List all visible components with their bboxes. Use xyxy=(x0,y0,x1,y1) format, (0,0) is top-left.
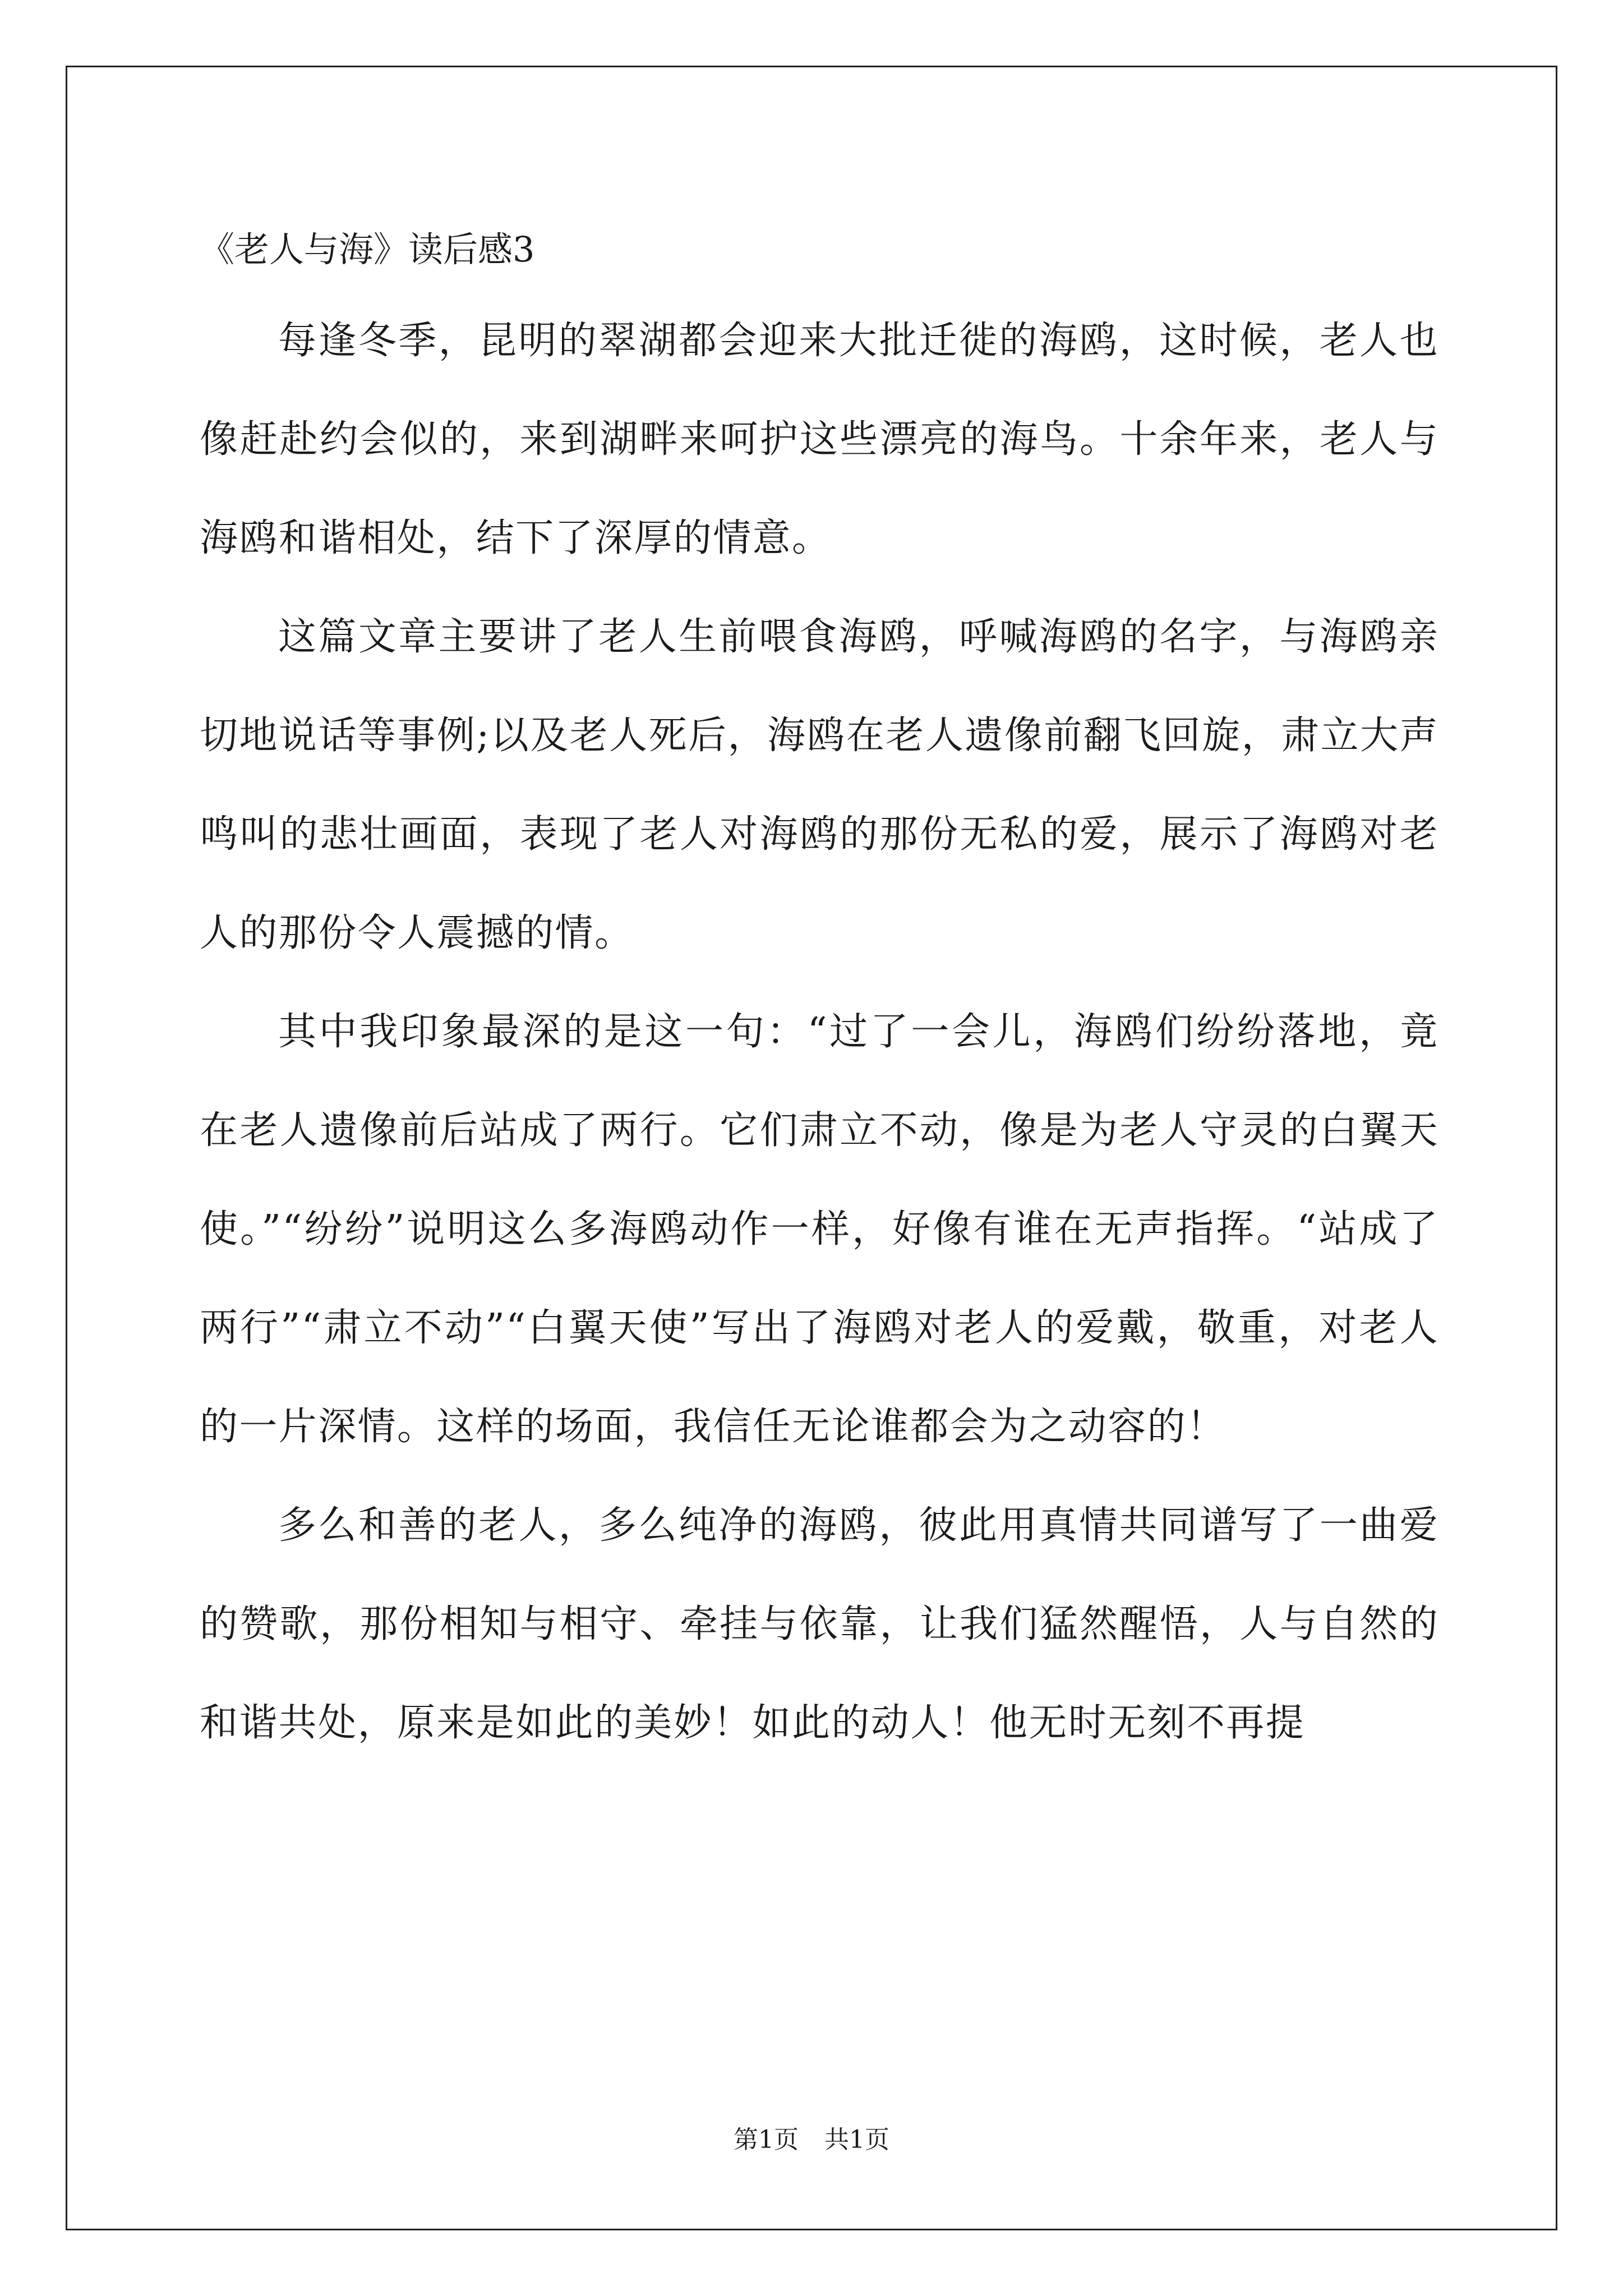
page-number: 第1页 xyxy=(734,2125,799,2154)
document-title: 《老人与海》读后感3 xyxy=(200,229,535,270)
page-footer xyxy=(0,2123,1623,2157)
paragraph-1: 每逢冬季，昆明的翠湖都会迎来大批迁徙的海鸥，这时候，老人也像赶赴约会似的，来到湖畔来呵护这些漂亮的海鸟。十余年来，老人与海鸥和谐相处，结下了深厚的情意。 xyxy=(200,319,1439,560)
document-body xyxy=(200,292,1439,1773)
page-total: 共1页 xyxy=(824,2125,889,2154)
paragraph-4: 多么和善的老人，多么纯净的海鸥，彼此用真情共同谱写了一曲爱的赞歌，那份相知与相守、牵挂与依靠，让我们猛然醒悟，人与自然的和谐共处，原来是如此的美妙！如此的动人！他无时无刻不再提 xyxy=(200,1503,1439,1745)
paragraph-2: 这篇文章主要讲了老人生前喂食海鸥，呼喊海鸥的名字，与海鸥亲切地说话等事例;以及老人死后，海鸥在老人遗像前翻飞回旋，肃立大声鸣叫的悲壮画面，表现了老人对海鸥的那份无私的爱，展示了海鸥对老人的那份令人震撼的情。 xyxy=(200,615,1439,955)
paragraph-3: 其中我印象最深的是这一句：“过了一会儿，海鸥们纷纷落地，竟在老人遗像前后站成了两行。它们肃立不动，像是为老人守灵的白翼天使。”“纷纷”说明这么多海鸥动作一样，好像有谁在无声指挥。“站成了两行”“肃立不动”“白翼天使”写出了海鸥对老人的爱戴，敬重，对老人的一片深情。这样的场面，我信任无论谁都会为之动容的！ xyxy=(200,1010,1439,1449)
